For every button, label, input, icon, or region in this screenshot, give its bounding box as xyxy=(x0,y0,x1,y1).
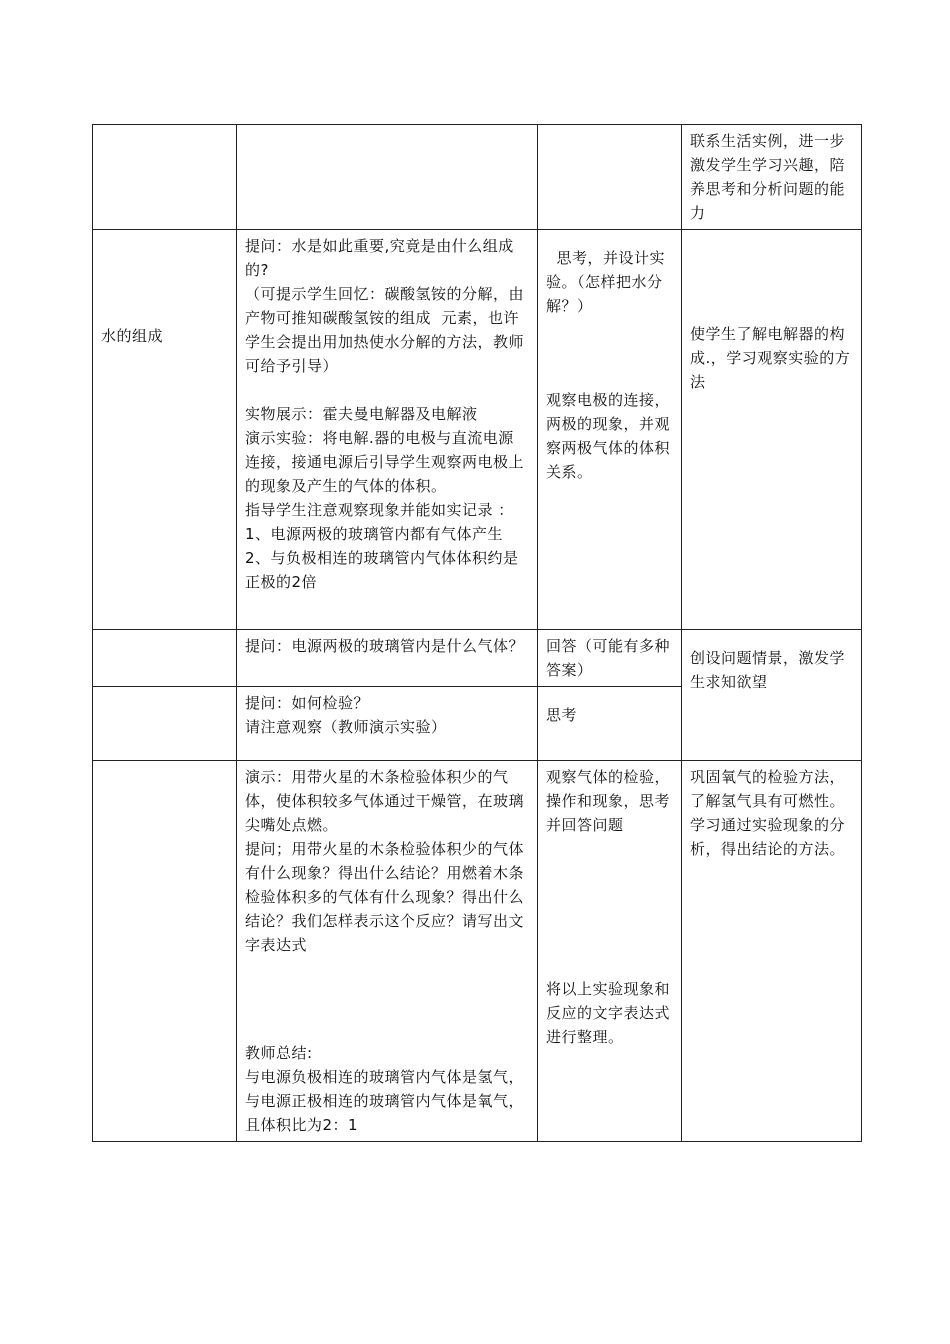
student-text: 观察气体的检验，操作和现象，思考并回答问题 xyxy=(546,768,671,834)
student-activity-cell xyxy=(538,230,682,630)
teacher-text: 演示：用带火星的木条检验体积少的气体，使体积较多气体通过干燥管，在玻璃尖嘴处点燃。 xyxy=(245,768,525,834)
purpose-cell xyxy=(682,630,862,761)
student-text: 思考 xyxy=(546,706,578,724)
teacher-text: 指导学生注意观察现象并能如实记录 ： xyxy=(245,501,514,519)
topic-cell xyxy=(93,630,237,687)
purpose-cell xyxy=(682,761,862,1142)
teacher-activity-cell xyxy=(237,687,538,761)
student-text: 将以上实验现象和反应的文字表达式进行整理。 xyxy=(546,980,671,1046)
topic-label: 水的组成 xyxy=(101,327,164,345)
teacher-text: 与电源负极相连的玻璃管内气体是氢气，与电源正极相连的玻璃管内气体是氧气，且体积比为2：1 xyxy=(245,1068,525,1134)
topic-cell xyxy=(93,761,237,1142)
purpose-text: 使学生了解电解器的构成.，学习观察实验的方法 xyxy=(690,325,851,391)
teacher-text: 提问：电源两极的玻璃管内是什么气体？ xyxy=(245,637,525,655)
teacher-text: 请注意观察（教师演示实验） xyxy=(245,718,447,736)
teacher-activity-cell xyxy=(237,630,538,687)
purpose-text: 创设问题情景，激发学生求知欲望 xyxy=(690,649,846,691)
teacher-activity-cell xyxy=(237,761,538,1142)
student-text: 回答（可能有多种答案） xyxy=(546,637,671,679)
teacher-text: 2、与负极相连的玻璃管内气体体积约是正极的2倍 xyxy=(245,549,519,591)
teacher-text: 提问：如何检验？ xyxy=(245,694,370,712)
teacher-text: （可提示学生回忆：碳酸氢铵的分解，由产物可推知碳酸氢铵的组成 元素，也许学生会提出用加热使水分解的方法，教师可给予引导） xyxy=(245,285,525,375)
purpose-text: 巩固氧气的检验方法，了解氢气具有可燃性。学习通过实验现象的分析，得出结论的方法。 xyxy=(690,768,846,858)
table-row xyxy=(93,230,862,630)
topic-cell xyxy=(93,125,237,230)
lesson-plan-table xyxy=(92,124,862,1142)
teacher-text: 1、电源两极的玻璃管内都有气体产生 xyxy=(245,525,504,543)
teacher-text: 提问；用带火星的木条检验体积少的气体有什么现象？得出什么结论？用燃着木条检验体积多的气体有什么现象？得出什么结论？我们怎样表示这个反应？请写出文字表达式 xyxy=(245,840,525,954)
teacher-text: 教师总结: xyxy=(245,1044,313,1062)
purpose-text: 联系生活实例，进一步激发学生学习兴趣，陪养思考和分析问题的能力 xyxy=(690,132,846,222)
table-row xyxy=(93,630,862,687)
teacher-text: 提问：水是如此重要,究竟是由什么组成的? xyxy=(245,237,514,279)
topic-cell xyxy=(93,230,237,630)
purpose-cell xyxy=(682,125,862,230)
student-activity-cell xyxy=(538,630,682,687)
teacher-text: 演示实验：将电解.器的电极与直流电源连接，接通电源后引导学生观察两电极上的现象及产生的气体的体积。 xyxy=(245,429,525,495)
teacher-activity-cell xyxy=(237,125,538,230)
student-text: 观察电极的连接，两极的现象，并观察两极气体的体积关系。 xyxy=(546,391,671,481)
table-row xyxy=(93,761,862,1142)
student-activity-cell xyxy=(538,125,682,230)
student-activity-cell xyxy=(538,761,682,1142)
purpose-cell xyxy=(682,230,862,630)
topic-cell xyxy=(93,687,237,761)
student-text: 思考，并设计实验。（怎样把水分解？） xyxy=(546,249,666,315)
teacher-text: 实物展示：霍夫曼电解器及电解液 xyxy=(245,405,478,423)
teacher-activity-cell xyxy=(237,230,538,630)
student-activity-cell xyxy=(538,687,682,761)
table-row xyxy=(93,125,862,230)
